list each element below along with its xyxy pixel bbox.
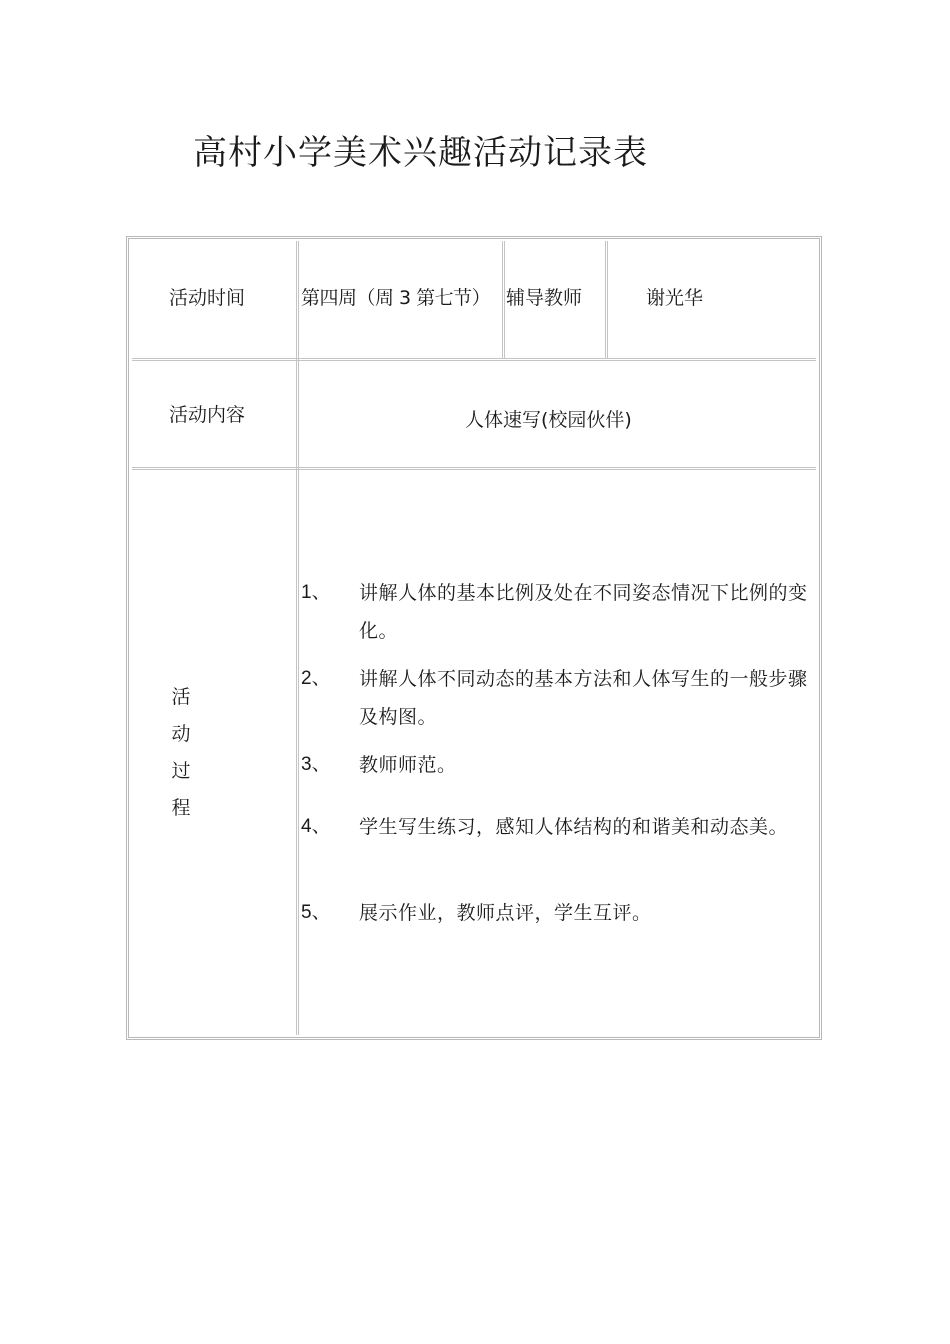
step-number: 5、 bbox=[301, 902, 331, 923]
time-value: 第四周（周 3 第七节） bbox=[301, 287, 491, 309]
column-divider-time bbox=[502, 241, 505, 359]
row-divider-1 bbox=[132, 358, 816, 361]
step-number: 4、 bbox=[301, 816, 331, 837]
process-label-char: 动 bbox=[171, 723, 191, 745]
teacher-value: 谢光华 bbox=[646, 287, 704, 309]
step-text: 学生写生练习，感知人体结构的和谐美和动态美。 bbox=[359, 816, 789, 838]
step-number: 1、 bbox=[301, 582, 331, 603]
process-label-char: 活 bbox=[171, 686, 191, 708]
document-title: 高村小学美术兴趣活动记录表 bbox=[193, 133, 648, 173]
column-divider-label bbox=[296, 241, 299, 1035]
step-text: 教师师范。 bbox=[359, 754, 457, 776]
teacher-label: 辅导教师 bbox=[506, 287, 583, 309]
content-label: 活动内容 bbox=[169, 404, 246, 426]
time-label: 活动时间 bbox=[169, 287, 246, 309]
column-divider-teacher bbox=[605, 241, 608, 359]
content-value: 人体速写(校园伙伴) bbox=[465, 409, 632, 431]
step-text: 讲解人体不同动态的基本方法和人体写生的一般步骤及构图。 bbox=[359, 668, 808, 728]
process-label bbox=[169, 679, 193, 827]
step-text: 讲解人体的基本比例及处在不同姿态情况下比例的变化。 bbox=[359, 582, 808, 642]
activity-record-table bbox=[126, 236, 822, 1040]
step-number: 3、 bbox=[301, 754, 331, 775]
row-divider-2 bbox=[132, 467, 816, 470]
step-text: 展示作业，教师点评，学生互评。 bbox=[359, 902, 652, 924]
step-number: 2、 bbox=[301, 668, 331, 689]
process-label-char: 过 bbox=[171, 760, 191, 782]
process-label-char: 程 bbox=[171, 797, 191, 819]
